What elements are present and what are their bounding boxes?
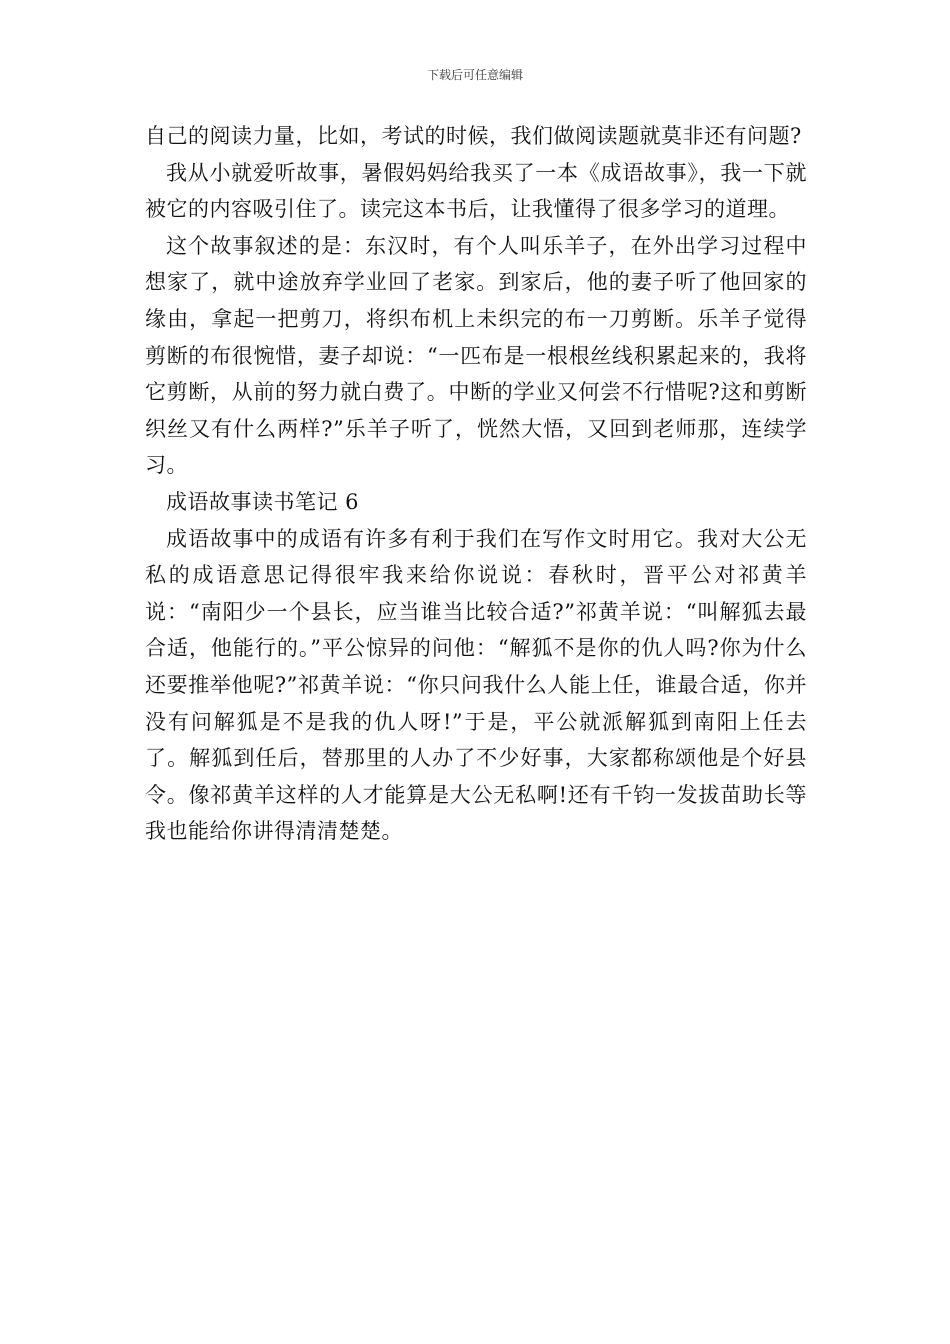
paragraph-idioms: 成语故事中的成语有许多有利于我们在写作文时用它。我对大公无私的成语意思记得很牢我来给你说说：春秋时，晋平公对祁黄羊说：“南阳少一个县长，应当谁当比较合适?”祁黄羊说：“叫解狐去最合适，他能行的。”平公惊异的问他：“解狐不是你的仇人吗?你为什么还要推举他呢?”祁黄羊说：“你只问我什么人能上任，谁最合适，你并没有问解狐是不是我的仇人呀!”于是，平公就派解狐到南阳上任去了。解狐到任后，替那里的人办了不少好事，大家都称颂他是个好县令。像祁黄羊这样的人才能算是大公无私啊!还有千钧一发拔苗助长等我也能给你讲得清清楚楚。: [145, 526, 807, 844]
section-heading: 成语故事读书笔记 6: [166, 489, 360, 514]
document-body: [145, 118, 807, 850]
paragraph-intro: 我从小就爱听故事，暑假妈妈给我买了一本《成语故事》，我一下就被它的内容吸引住了。读完这本书后，让我懂得了很多学习的道理。: [145, 160, 807, 222]
paragraph-continuation: 自己的阅读力量，比如，考试的时候，我们做阅读题就莫非还有问题?: [145, 124, 802, 148]
paragraph-story: 这个故事叙述的是：东汉时，有个人叫乐羊子，在外出学习过程中想家了，就中途放弃学业回了老家。到家后，他的妻子听了他回家的缘由，拿起一把剪刀，将织布机上未织完的布一刀剪断。乐羊子觉得剪断的布很惋惜，妻子却说：“一匹布是一根根丝线积累起来的，我将它剪断，从前的努力就白费了。中断的学业又何尝不行惜呢?这和剪断织丝又有什么两样?”乐羊子听了，恍然大悟，又回到老师那，连续学习。: [145, 233, 807, 478]
page-header: 下载后可任意编辑: [426, 68, 523, 82]
